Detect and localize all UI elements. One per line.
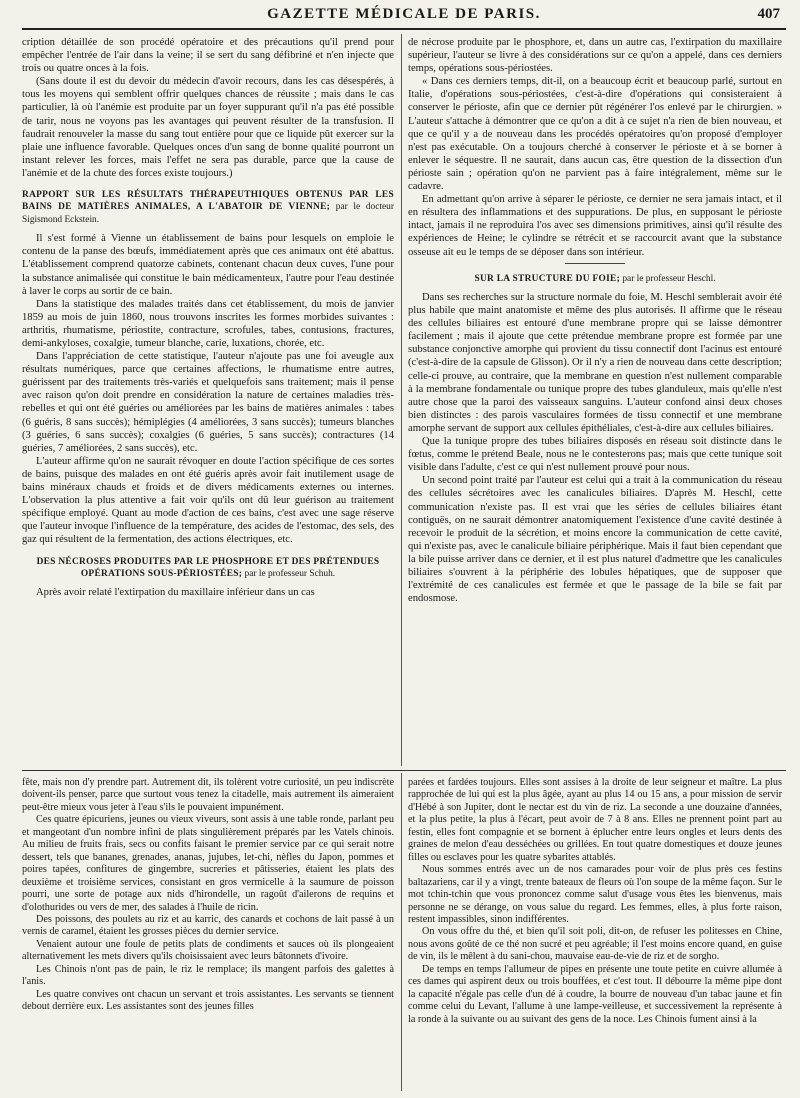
page-number: 407 [757,6,780,22]
paragraph: Dans la statistique des malades traités dans cet établissement, du mois de janvier 1859 au mois de juin 1860, nous trouvons inscrites les formes morbides suivantes : arthritis, rhumatisme, périostite, contracture, scrofules, tabes, contusions, fractures, demi-ankyloses, coxalgie, tumeur blanche, carie, luxations, chorée, etc. [22,298,394,349]
heading-author: par le professeur Schuh. [242,568,336,579]
feuilleton-section [22,771,786,1091]
page-header [22,0,786,30]
article-heading-necroses [22,556,394,581]
heading-author: par le professeur Heschl. [620,273,716,284]
paragraph: En admettant qu'on arrive à séparer le périoste, ce dernier ne sera jamais intact, et il en résultera des inflammations et des suppurations. De plus, en supposant le périoste intact, jamais il ne reproduira l'os avec ses dimensions primitives, ainsi qu'il résulte des expériences de Heine; le cylindre se rétrécit et se raccourcit avant que la substance osseuse ait eu le temps de se déposer dans son intérieur. [408,194,782,258]
heading-title: DES NÉCROSES PRODUITES PAR LE PHOSPHORE ET DES PRÉTENDUES OPÉRATIONS SOUS-PÉRIOSTÉES; [36,556,380,579]
paragraph: On vous offre du thé, et bien qu'il soit poli, dit-on, de refuser les politesses en Chine, nous avons goûté de ce thé non sucré et peu agréable; il l'est moins encore quand, en guise de vin, ils le mêlent à du sani-chou, mauvaise eau-de-vie de riz et de sorgho. [408,926,782,963]
feuilleton-right-column [408,777,782,1089]
paragraph: Les quatre convives ont chacun un servant et trois assistantes. Les servants se tiennent debout derrière eux. Les assistantes sont des jeunes filles [22,988,394,1013]
paragraph: Dans l'appréciation de cette statistique, l'auteur n'ajoute pas une foi aveugle aux résultats numériques, parce que certaines affections, le rhumatisme entre autres, guérissent par des traitements très-variés et quelquefois sans traitement; mais il pense avec raison qu'on doit prendre en considération la nature de certaines maladies très-rebelles et qui ont été guéries ou améliorées par les bains de matières animales : tabes (6 guéris, 8 sans succès); hémiplégies (4 améliorées, 3 sans succès); tumeurs blanches (3 guéries, 6 sans succès); coxalgies (6 guéries, 5 sans succès); contractures (14 guéries, 7 améliorées, 2 sans succès), etc. [22,351,394,454]
paragraph: cription détaillée de son procédé opératoire et des précautions qu'il prend pour empêcher l'entrée de l'air dans la veine; il se sert du sang défibriné et n'en injecte que trois ou quatre onces à la fois. [22,37,394,75]
heading-title: SUR LA STRUCTURE DU FOIE; [474,273,620,284]
paragraph: Ces quatre épicuriens, jeunes ou vieux viveurs, sont assis à une table ronde, parlant peu et mangeotant d'un nombre infini de plats singulièrement préparés par les Vatels chinois. Au milieu de fruits frais, secs ou confits faisant le premier service par ce qui serait notre dessert, tels que bananes, grenades, ananas, jujubes, let-chi, nèfles du Japon, pommes et poires tapées, confitures de gingembre, sucreries et pâtisseries, étaient les plats des deuxième et troisième services, consistant en gros vermicelle à la saumure de poisson pourri, une sorte de potage aux nids d'hirondelle, un ragoût d'ailerons de requins et d'olothurides ou vers de mer, des salades à l'huile de ricin. [22,814,394,913]
paragraph: fête, mais non d'y prendre part. Autrement dit, ils tolèrent votre curiosité, un peu indiscrète doivent-ils penser, parce que surtout vous tenez la citadelle, mais autrement ils aimeraient peut-être mieux vous jeter à l'eau s'ils le pouvaient impunément. [22,777,394,813]
paragraph: « Dans ces derniers temps, dit-il, on a beaucoup écrit et beaucoup parlé, surtout en Italie, d'opérations sous-périostées, c'est-à-dire d'opérations qui consisteraient à conserver le périoste, afin que ce dernier pût régénérer l'os enlevé par le chirurgien. » L'auteur s'attache à démontrer que ce qu'on a dit à ce sujet n'a rien de bien nouveau, et que ce qu'il y a de nouveau dans les procédés opératoires qu'on proposé d'employer n'est pas exécutable. On a toujours cherché à conserver le périoste et à se borner à enlever le séquestre. Il ne saurait, dans aucun cas, être question de la dissection d'un périoste sain ; opération qu'on ne parvient pas à faire intégralement, même sur le cadavre. [408,76,782,193]
right-column [408,36,782,764]
left-column [22,36,394,764]
article-heading-bains [22,189,394,226]
paragraph: L'auteur affirme qu'on ne saurait révoquer en doute l'action spécifique de ces sortes de bains, puisque des malades en ont été guéris après avoir fait inutilement usage de bains minéraux chauds et froids et de divers médicaments externes ou internes. L'observation la plus attentive a fait voir qu'ils ont dû leur guérison au traitement spécifique employé. Quant au mode d'action de ces bains, c'est avec une sage réserve que l'auteur invoque l'influence de la température, des acides de l'estomac, des sels, des gaz qui résultent de la fermentation, des actions électriques, etc. [22,455,394,546]
heading-author: par le docteur Sigismond Eckstein. [22,202,394,225]
paragraph: (Sans doute il est du devoir du médecin d'avoir recours, dans les cas désespérés, à tous les moyens qui semblent offrir quelques chances de réussite ; mais dans le cas particulier, là où l'anémie est produite par un foyer suppurant qu'il n'a pas été possible de tarir, nous ne voyons pas les avantages qui peuvent résulter de la transfusion. Il faudrait renouveler la masse du sang tout entière pour que ce liquide pût exercer sur la plaie une influence favorable. Quelques onces d'un sang de bonne qualité pourront un instant relever les forces, mais l'effet ne sera pas durable, parce que la cause de l'anémie et de la chute des forces existe toujours.) [22,76,394,179]
paragraph: Il s'est formé à Vienne un établissement de bains pour lesquels on emploie le contenu de la panse des bœufs, immédiatement après que ces animaux ont été abattus. L'établissement comprend quatorze cabinets, contenant chacun deux cuves, l'une pour la substance animalisée qui constitue le bain médicamenteux, l'autre pour l'eau destinée à laver le corps au sortir de ce bain. [22,233,394,297]
heading-title: RAPPORT SUR LES RÉSULTATS THÉRAPEUTHIQUES OBTENUS PAR LES BAINS DE MATIÈRES ANIMALES, A L'ABATOIR DE VIENNE; [22,190,394,213]
article-heading-foie [408,273,782,285]
feuilleton-left-column [22,777,394,1089]
paragraph: Les Chinois n'ont pas de pain, le riz le remplace; ils mangent parfois des galettes à l'anis. [22,963,394,988]
column-divider [401,34,402,766]
paragraph: Après avoir relaté l'extirpation du maxillaire inférieur dans un cas [36,587,315,599]
paragraph: Que la tunique propre des tubes biliaires disposés en réseau soit distincte dans le fœtus, comme le prétend Beale, nous ne le contesterons pas; mais que cette tunique soit visible dans l'adulte, c'est ce qui n'est nullement prouvé pour nous. [408,436,782,474]
paragraph: Dans ses recherches sur la structure normale du foie, M. Heschl semblerait avoir été plus habile que maint anatomiste et même des plus autorisés. Il affirme que le réseau des cellules biliaires est entouré d'une membrane propre qui se laisse démontrer facilement ; mais il ajoute que cette prétendue membrane propre est formée par une substance conjonctive amorphe qui provient du tissu connectif dont l'acinus est entouré (c'est-à-dire de la capsule de Glisson). Or il n'y a rien de nouveau dans cette description; celle-ci prouve, au contraire, que la membrane en question n'est nullement comparable à la membrane fondamentale ou tunique propre des tubes glanduleux, mais qu'elle n'est autre chose que la paroi des vaisseaux sanguins. L'auteur confond ainsi deux choses bien distinctes : des parois vasculaires formées de tissu connectif et une membrane amorphe servant de support aux cellules épithéliales, c'est-à-dire aux cellules biliaires. [408,292,782,434]
journal-title: GAZETTE MÉDICALE DE PARIS. [267,6,541,22]
column-divider [401,773,402,1091]
paragraph: parées et fardées toujours. Elles sont assises à la droite de leur seigneur et maître. La plus rapprochée de lui qui est la plus âgée, ayant au plus 14 ou 15 ans, a pour mission de servir d'Hébé à son Jupiter, dont le nectar est du vin de riz. La seconde a une douzaine d'années, et la plus petite, la plus à l'écart, peut avoir de 7 à 8 ans. Elles ne prennent point part au festin, elles font compagnie et se bornent à éplucher entre leurs ongles et leurs dents des graines de melon d'eau desséchées ou grillées. En tout quatre domestiques et douze jeunes filles ou esclaves pour les quatre sybarites attablés. [408,777,782,863]
paragraph: De temps en temps l'allumeur de pipes en présente une toute petite en cuivre allumée à ces dames qui aspirent deux ou trois bouffées, et c'est tout. Il débourre la même pipe dont la capacité n'égale pas celle d'un dé à coudre, la bourre de nouveau d'un tabac jaune et fin comme celui du Levant, l'allume à une lampe-veilleuse, et successivement la représente à la ronde à la suivante ou au suivant des gens de la noce. Les Chinois fument ainsi à la [408,963,782,1025]
upper-section [22,30,786,771]
paragraph: Des poissons, des poulets au riz et au karric, des canards et cochons de lait passé à un vernis de caramel, étaient les grosses pièces du dernier service. [22,913,394,938]
paragraph: Venaient autour une foule de petits plats de condiments et sauces où ils plongeaient alternativement les mets divers qu'ils choisissaient avec leurs bâtonnets d'ivoire. [22,938,394,963]
paragraph: Nous sommes entrés avec un de nos camarades pour voir de plus près ces festins baltazariens, car il y a vingt, trente bateaux de fleurs où l'on soupe de la même façon. Sur le mot tchin-tchin que vous prononcez comme salut d'usage vous êtes les bienvenus, mais personne ne se dérange, on vous salue du regard. Les femmes, elles, à plus forte raison, restent impassibles, sinon indifférentes. [408,864,782,925]
paragraph: de nécrose produite par le phosphore, et, dans un autre cas, l'extirpation du maxillaire supérieur, l'auteur se livre à des considérations sur ce qu'on a appelé, dans ces derniers temps, opérations sous-périostées. [408,37,782,75]
divider-rule [565,263,625,264]
paragraph: Un second point traité par l'auteur est celui qui a trait à la communication du réseau des cellules sécrétoires avec les canalicules biliaires. D'après M. Heschl, cette communication n'existe pas. Il est vrai que les séries de cellules biliaires étant contiguës, on ne saurait démontrer anatomiquement l'existence d'une cavité destinée à recevoir le produit de la sécrétion, et moins encore la communication de cette cavité, qui n'existe pas, avec le canalicule biliaire périphérique. Mais il faut bien cependant que la bile puisse arriver dans ce dernier, et il est plus naturel d'admettre que les canalicules biliaires s'ouvrent à la périphérie des lobules hépatiques, que de supposer que l'extrémité de ces canalicules est fermée et que le passage de la bile se fait par endosmose. [408,475,782,605]
